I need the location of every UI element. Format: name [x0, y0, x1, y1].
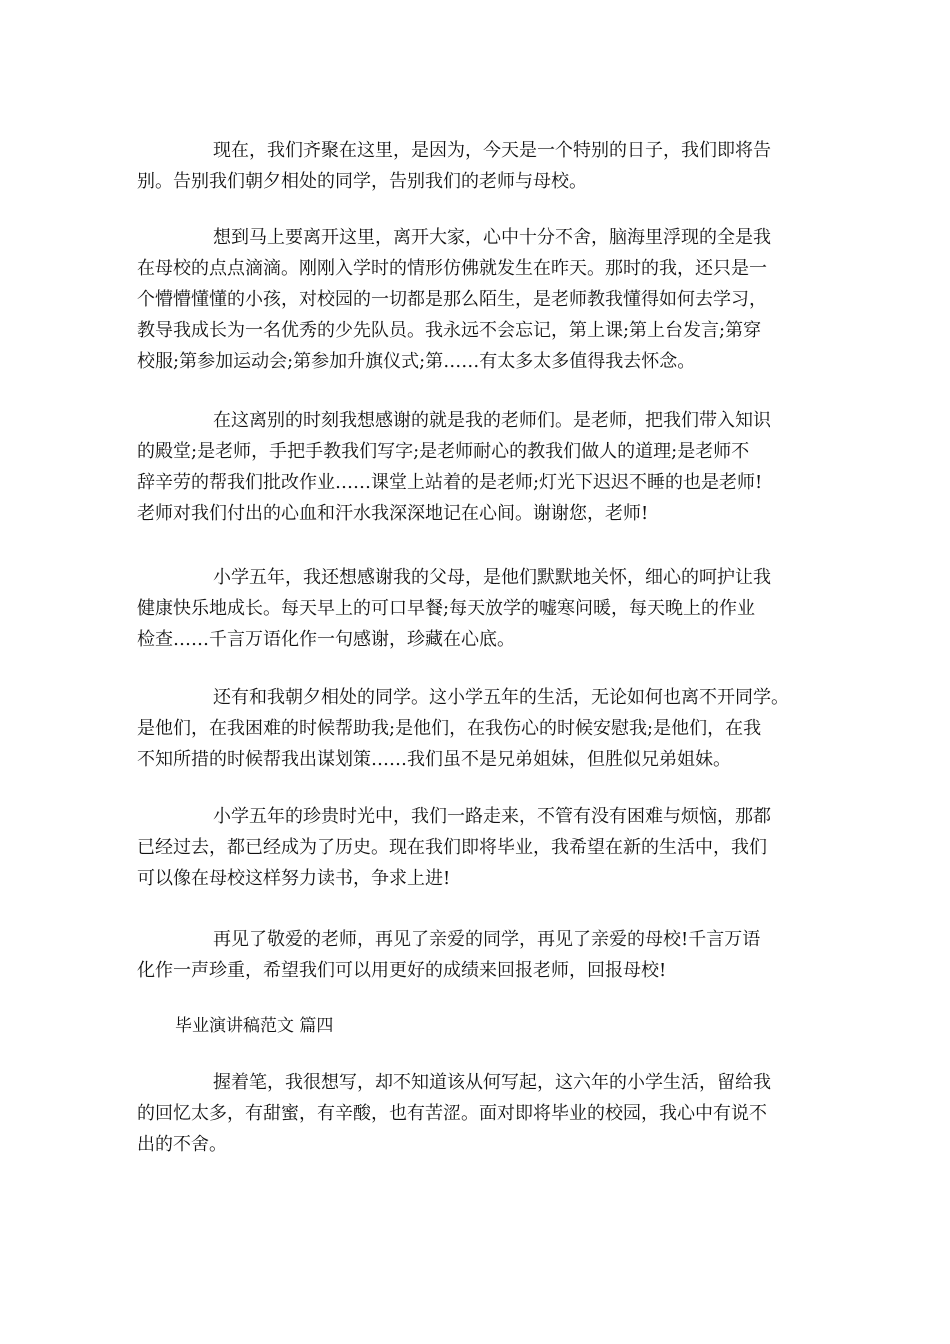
paragraph-school-memories [137, 222, 817, 377]
text-line: 小学五年的珍贵时光中，我们一路走来，不管有没有困难与烦恼，那都 [213, 806, 771, 827]
paragraph-five-years [137, 801, 817, 894]
text-line: 已经过去，都已经成为了历史。现在我们即将毕业，我希望在新的生活中，我们 [137, 837, 767, 858]
paragraph-part-four-opening [137, 1067, 817, 1160]
paragraph-thanks-teachers [137, 405, 817, 529]
text-line: 是他们，在我困难的时候帮助我;是他们，在我伤心的时候安慰我;是他们，在我 [137, 718, 762, 739]
text-line: 再见了敬爱的老师，再见了亲爱的同学，再见了亲爱的母校!千言万语 [213, 929, 761, 950]
text-line: 不知所措的时候帮我出谋划策……我们虽不是兄弟姐妹，但胜似兄弟姐妹。 [137, 749, 731, 770]
paragraph-thanks-parents [137, 562, 817, 655]
text-line: 现在，我们齐聚在这里，是因为，今天是一个特别的日子，我们即将告 [213, 140, 771, 161]
text-line: 老师对我们付出的心血和汗水我深深地记在心间。谢谢您，老师! [137, 503, 649, 524]
text-line: 在母校的点点滴滴。刚刚入学时的情形仿佛就发生在昨天。那时的我，还只是一 [137, 258, 767, 279]
text-line: 检查……千言万语化作一句感谢，珍藏在心底。 [137, 629, 515, 650]
text-line: 可以像在母校这样努力读书，争求上进! [137, 868, 451, 889]
section-heading: 毕业演讲稿范文 篇四 [175, 1016, 334, 1036]
text-line: 还有和我朝夕相处的同学。这小学五年的生活，无论如何也离不开同学。 [213, 687, 789, 708]
paragraph-goodbye [137, 924, 817, 986]
paragraph-classmates [137, 682, 817, 775]
text-line: 小学五年，我还想感谢我的父母，是他们默默地关怀，细心的呵护让我 [213, 567, 771, 588]
text-line: 别。告别我们朝夕相处的同学，告别我们的老师与母校。 [137, 171, 587, 192]
text-line: 健康快乐地成长。每天早上的可口早餐;每天放学的嘘寒问暖，每天晚上的作业 [137, 598, 756, 619]
paragraph-farewell-intro [137, 135, 817, 197]
text-line: 教导我成长为一名优秀的少先队员。我永远不会忘记，第上课;第上台发言;第穿 [137, 320, 762, 341]
text-line: 化作一声珍重，希望我们可以用更好的成绩来回报老师，回报母校! [137, 960, 667, 981]
text-line: 个懵懵懂懂的小孩，对校园的一切都是那么陌生，是老师教我懂得如何去学习， [137, 289, 767, 310]
text-line: 握着笔，我很想写，却不知道该从何写起，这六年的小学生活，留给我 [213, 1072, 771, 1093]
text-line: 校服;第参加运动会;第参加升旗仪式;第……有太多太多值得我去怀念。 [137, 351, 696, 372]
text-line: 出的不舍。 [137, 1134, 227, 1155]
text-line: 想到马上要离开这里，离开大家，心中十分不舍，脑海里浮现的全是我 [213, 227, 771, 248]
text-line: 辞辛劳的帮我们批改作业……课堂上站着的是老师;灯光下迟迟不睡的也是老师! [137, 472, 763, 493]
text-line: 在这离别的时刻我想感谢的就是我的老师们。是老师，把我们带入知识 [213, 410, 771, 431]
text-line: 的回忆太多，有甜蜜，有辛酸，也有苦涩。面对即将毕业的校园，我心中有说不 [137, 1103, 767, 1124]
text-line: 的殿堂;是老师，手把手教我们写字;是老师耐心的教我们做人的道理;是老师不 [137, 441, 750, 462]
